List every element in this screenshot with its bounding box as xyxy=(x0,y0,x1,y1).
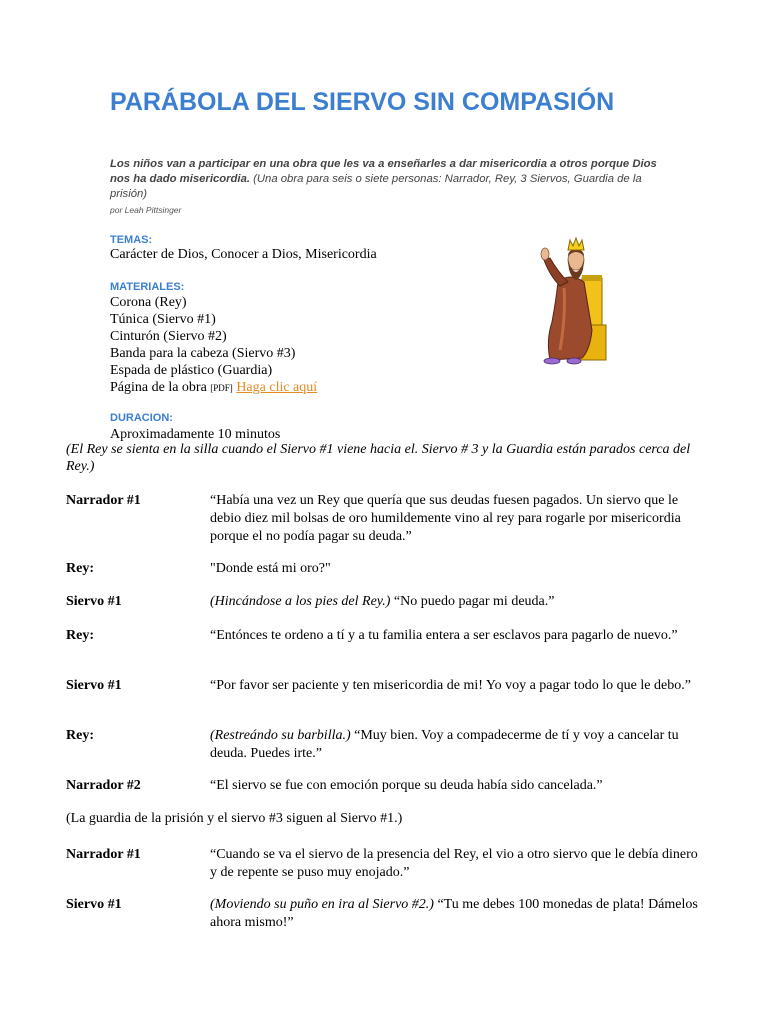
dialogue-text: “El siervo se fue con emoción porque su deuda había sido cancelada.” xyxy=(210,778,603,793)
dialogue xyxy=(210,727,704,763)
materiales-item: Espada de plástico (Guardia) xyxy=(110,363,273,378)
dialogue xyxy=(210,627,704,645)
materiales-item: Banda para la cabeza (Siervo #3) xyxy=(110,346,296,361)
duracion-label: DURACION: xyxy=(110,412,173,424)
dialogue-text: “Muy bien. Voy a compadecerme de tí y voy a cancelar tu deuda. Puedes irte.” xyxy=(210,728,679,761)
stage-note: (La guardia de la prisión y el siervo #3 siguen al Siervo #1.) xyxy=(66,811,403,826)
dialogue-text: “Tu me debes 100 monedas de plata! Dámelos ahora mismo!” xyxy=(210,897,698,930)
dialogue-direction: (Hincándose a los pies del Rey.) xyxy=(210,594,391,609)
dialogue-text: “Entónces te ordeno a tí y a tu familia entera a ser esclavos para pagarlo de nuevo.” xyxy=(210,628,678,643)
dialogue xyxy=(210,560,704,578)
intro-normal: (Una obra para seis o siete personas: Narrador, Rey, 3 Siervos, Guardia de la prisión) xyxy=(110,173,642,200)
dialogue-text: "Donde está mi oro?" xyxy=(210,561,331,576)
dialogue xyxy=(210,492,704,546)
dialogue-direction: (Moviendo su puño en ira al Siervo #2.) xyxy=(210,897,434,912)
king-illustration xyxy=(530,230,630,370)
speaker: Siervo #1 xyxy=(66,594,122,609)
dialogue xyxy=(210,777,704,795)
dialogue xyxy=(210,677,704,695)
speaker: Siervo #1 xyxy=(66,897,122,912)
dialogue xyxy=(210,896,704,932)
intro-bold: Los niños van a participar en una obra que les va a enseñarles a dar misericordia a otros porque Dios nos ha dado misericordia. xyxy=(110,158,657,185)
temas-label: TEMAS: xyxy=(110,234,153,246)
speaker: Rey: xyxy=(66,628,94,643)
speaker: Siervo #1 xyxy=(66,678,122,693)
intro-paragraph xyxy=(110,157,670,202)
dialogue-direction: (Restreándo su barbilla.) xyxy=(210,728,351,743)
haga-clic-link[interactable]: Haga clic aquí xyxy=(236,380,318,395)
dialogue xyxy=(210,846,704,882)
materiales-item: Cinturón (Siervo #2) xyxy=(110,329,227,344)
dialogue-text: “No puedo pagar mi deuda.” xyxy=(390,594,555,609)
materiales-list xyxy=(110,294,317,396)
dialogue-text: “Por favor ser paciente y ten misericordia de mi! Yo voy a pagar todo lo que le debo.” xyxy=(210,678,691,693)
stage-direction: (El Rey se sienta en la silla cuando el Siervo #1 viene hacia el. Siervo # 3 y la Guardia están parados cerca del Rey.) xyxy=(66,442,691,474)
document-title: PARÁBOLA DEL SIERVO SIN COMPASIÓN xyxy=(110,88,615,116)
materiales-label: MATERIALES: xyxy=(110,281,185,293)
duracion-text: Aproximadamente 10 minutos xyxy=(110,427,281,442)
obra-label: Página de la obra xyxy=(110,380,207,395)
materiales-item: Túnica (Siervo #1) xyxy=(110,312,216,327)
dialogue-text: “Cuando se va el siervo de la presencia del Rey, el vio a otro siervo que le debía dinero y de repente se puso muy enojado.” xyxy=(210,847,698,880)
pdf-tag: [PDF] xyxy=(210,383,233,393)
obra-line xyxy=(110,379,317,396)
speaker: Narrador #1 xyxy=(66,847,141,862)
dialogue-text: “Había una vez un Rey que quería que sus deudas fuesen pagados. Un siervo que le debio diez mil bolsas de oro humildemente vino al rey para rogarle por misericordia porque el no podía pagar su deuda.” xyxy=(210,493,681,544)
speaker: Narrador #2 xyxy=(66,778,141,793)
author-byline: por Leah Pittsinger xyxy=(110,205,182,215)
speaker: Rey: xyxy=(66,728,94,743)
speaker: Narrador #1 xyxy=(66,493,141,508)
temas-text: Carácter de Dios, Conocer a Dios, Misericordia xyxy=(110,247,377,262)
materiales-item: Corona (Rey) xyxy=(110,295,187,310)
dialogue xyxy=(210,593,704,611)
speaker: Rey: xyxy=(66,561,94,576)
